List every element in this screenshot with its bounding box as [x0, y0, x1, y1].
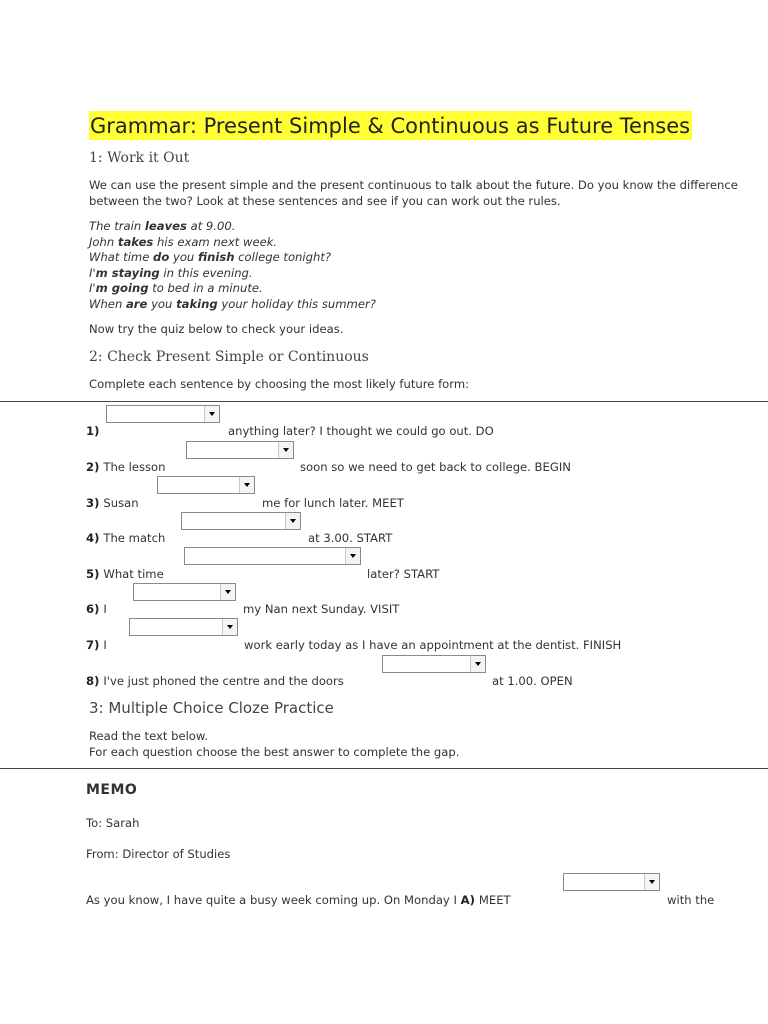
answer-2-select[interactable] — [186, 441, 294, 459]
section-2-heading: 2: Check Present Simple or Continuous — [89, 349, 369, 365]
chevron-down-icon — [278, 442, 293, 458]
chevron-down-icon — [204, 406, 219, 422]
question-7: 7) I — [86, 638, 107, 652]
chevron-down-icon — [239, 477, 254, 493]
page-title: Grammar: Present Simple & Continuous as Future Tenses — [89, 111, 692, 140]
chevron-down-icon — [222, 619, 237, 635]
memo-sentence: As you know, I have quite a busy week coming up. On Monday I A) MEET — [86, 893, 511, 907]
memo-heading: MEMO — [86, 782, 138, 798]
question-8-rest: at 1.00. OPEN — [492, 674, 573, 688]
answer-1-select[interactable] — [106, 405, 220, 423]
answer-6-select[interactable] — [133, 583, 236, 601]
example-5: I'm going to bed in a minute. — [89, 281, 263, 295]
answer-3-select[interactable] — [157, 476, 255, 494]
divider — [0, 768, 768, 769]
answer-a-select[interactable] — [563, 873, 660, 891]
example-3: What time do you finish college tonight? — [89, 250, 332, 264]
section-1-intro: We can use the present simple and the present continuous to talk about the future. Do you know the difference between the two? Look at these sentences and see if you can work out the rules. — [89, 178, 738, 208]
chevron-down-icon — [470, 656, 485, 672]
divider — [0, 401, 768, 402]
question-6-rest: my Nan next Sunday. VISIT — [243, 602, 400, 616]
memo-sentence-rest: with the — [667, 893, 715, 907]
chevron-down-icon — [220, 584, 235, 600]
question-2-rest: soon so we need to get back to college. BEGIN — [300, 460, 571, 474]
example-2: John takes his exam next week. — [89, 234, 278, 249]
section-3-heading: 3: Multiple Choice Cloze Practice — [89, 699, 334, 717]
question-5: 5) What time — [86, 567, 164, 581]
question-5-rest: later? START — [367, 567, 440, 581]
question-3: 3) Susan — [86, 496, 139, 510]
memo-to: To: Sarah — [86, 816, 140, 830]
section-1-outro: Now try the quiz below to check your ideas. — [89, 322, 344, 336]
question-1-rest: anything later? I thought we could go out. DO — [228, 424, 494, 438]
chevron-down-icon — [345, 548, 360, 564]
answer-4-select[interactable] — [181, 512, 301, 530]
memo-from: From: Director of Studies — [86, 847, 231, 861]
question-7-rest: work early today as I have an appointment at the dentist. FINISH — [244, 638, 622, 652]
question-8: 8) I've just phoned the centre and the doors — [86, 674, 344, 688]
question-4: 4) The match — [86, 531, 166, 545]
question-6: 6) I — [86, 602, 107, 616]
answer-8-select[interactable] — [382, 655, 486, 673]
example-4: I'm staying in this evening. — [89, 265, 253, 280]
section-2-instruction: Complete each sentence by choosing the most likely future form: — [89, 377, 470, 391]
question-4-rest: at 3.00. START — [308, 531, 393, 545]
question-1: 1) — [86, 424, 100, 438]
section-1-heading: 1: Work it Out — [89, 150, 190, 166]
section-3-line-2: For each question choose the best answer to complete the gap. — [89, 745, 460, 759]
question-3-rest: me for lunch later. MEET — [262, 496, 404, 510]
examples-list — [89, 219, 376, 312]
question-2: 2) The lesson — [86, 460, 166, 474]
example-6: When are you taking your holiday this summer? — [89, 296, 376, 311]
answer-7-select[interactable] — [129, 618, 238, 636]
example-1: The train leaves at 9.00. — [89, 219, 236, 233]
chevron-down-icon — [285, 513, 300, 529]
answer-5-select[interactable] — [184, 547, 361, 565]
chevron-down-icon — [644, 874, 659, 890]
section-3-line-1: Read the text below. — [89, 729, 209, 743]
